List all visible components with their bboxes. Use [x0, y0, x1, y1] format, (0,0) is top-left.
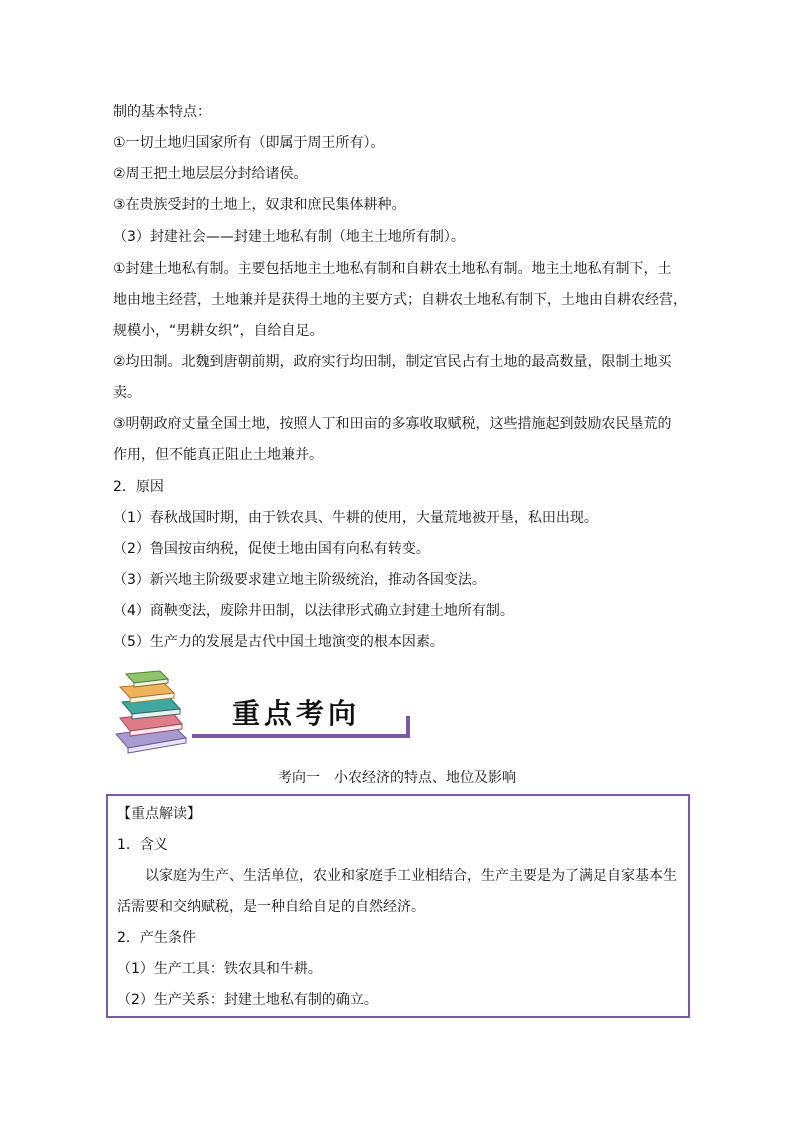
- banner-end-tick: [406, 716, 410, 738]
- text-line: 规模小，“男耕女织”，自给自足。: [113, 323, 324, 339]
- box-line: （2）生产关系：封建土地私有制的确立。: [117, 992, 378, 1008]
- box-line: 1．含义: [117, 837, 168, 853]
- text-line: ①封建土地私有制。主要包括地主土地私有制和自耕农土地私有制。地主土地私有制下，土: [113, 261, 672, 277]
- text-line: 制的基本特点：: [113, 104, 211, 120]
- text-line: 2．原因: [113, 479, 164, 495]
- box-line: （1）生产工具：铁农具和牛耕。: [117, 961, 322, 977]
- text-line: ③明朝政府丈量全国土地，按照人丁和田亩的多寡收取赋税，这些措施起到鼓励农民垦荒的: [113, 416, 672, 432]
- text-line: 卖。: [113, 385, 141, 401]
- box-line: 以家庭为生产、生活单位，农业和家庭手工业相结合，生产主要是为了满足自家基本生: [117, 868, 677, 884]
- box-line: 活需要和交纳赋税，是一种自给自足的自然经济。: [117, 899, 425, 915]
- text-line: （1）春秋战国时期，由于铁农具、牛耕的使用，大量荒地被开垦，私田出现。: [113, 510, 598, 526]
- text-line: ③在贵族受封的土地上，奴隶和庶民集体耕种。: [113, 197, 406, 213]
- section-subheading: 考向一 小农经济的特点、地位及影响: [278, 770, 516, 786]
- text-line: （3）新兴地主阶级要求建立地主阶级统治，推动各国变法。: [113, 572, 486, 588]
- text-line: ②周王把土地层层分封给诸侯。: [113, 166, 308, 182]
- banner-underline: [192, 734, 410, 738]
- text-line: （5）生产力的发展是古代中国土地演变的根本因素。: [113, 634, 444, 650]
- text-line: ②均田制。北魏到唐朝前期，政府实行均田制，制定官民占有土地的最高数量，限制土地买: [113, 354, 672, 370]
- text-line: 地由地主经营，土地兼并是获得土地的主要方式；自耕农土地私有制下，土地由自耕农经营，: [113, 292, 687, 308]
- key-points-box: [106, 794, 690, 1018]
- text-line: （2）鲁国按亩纳税，促使土地由国有向私有转变。: [113, 541, 430, 557]
- books-stack-icon: [116, 671, 186, 753]
- text-line: 作用，但不能真正阻止土地兼并。: [113, 447, 323, 463]
- text-line: （4）商鞅变法，废除井田制，以法律形式确立封建土地所有制。: [113, 603, 514, 619]
- banner-title: 重点考向: [232, 697, 361, 730]
- box-line: 2．产生条件: [117, 930, 196, 946]
- box-heading: 【重点解读】: [117, 806, 201, 822]
- text-line: （3）封建社会——封建土地私有制（地主土地所有制）。: [113, 229, 465, 245]
- text-line: ①一切土地归国家所有（即属于周王所有）。: [113, 135, 385, 151]
